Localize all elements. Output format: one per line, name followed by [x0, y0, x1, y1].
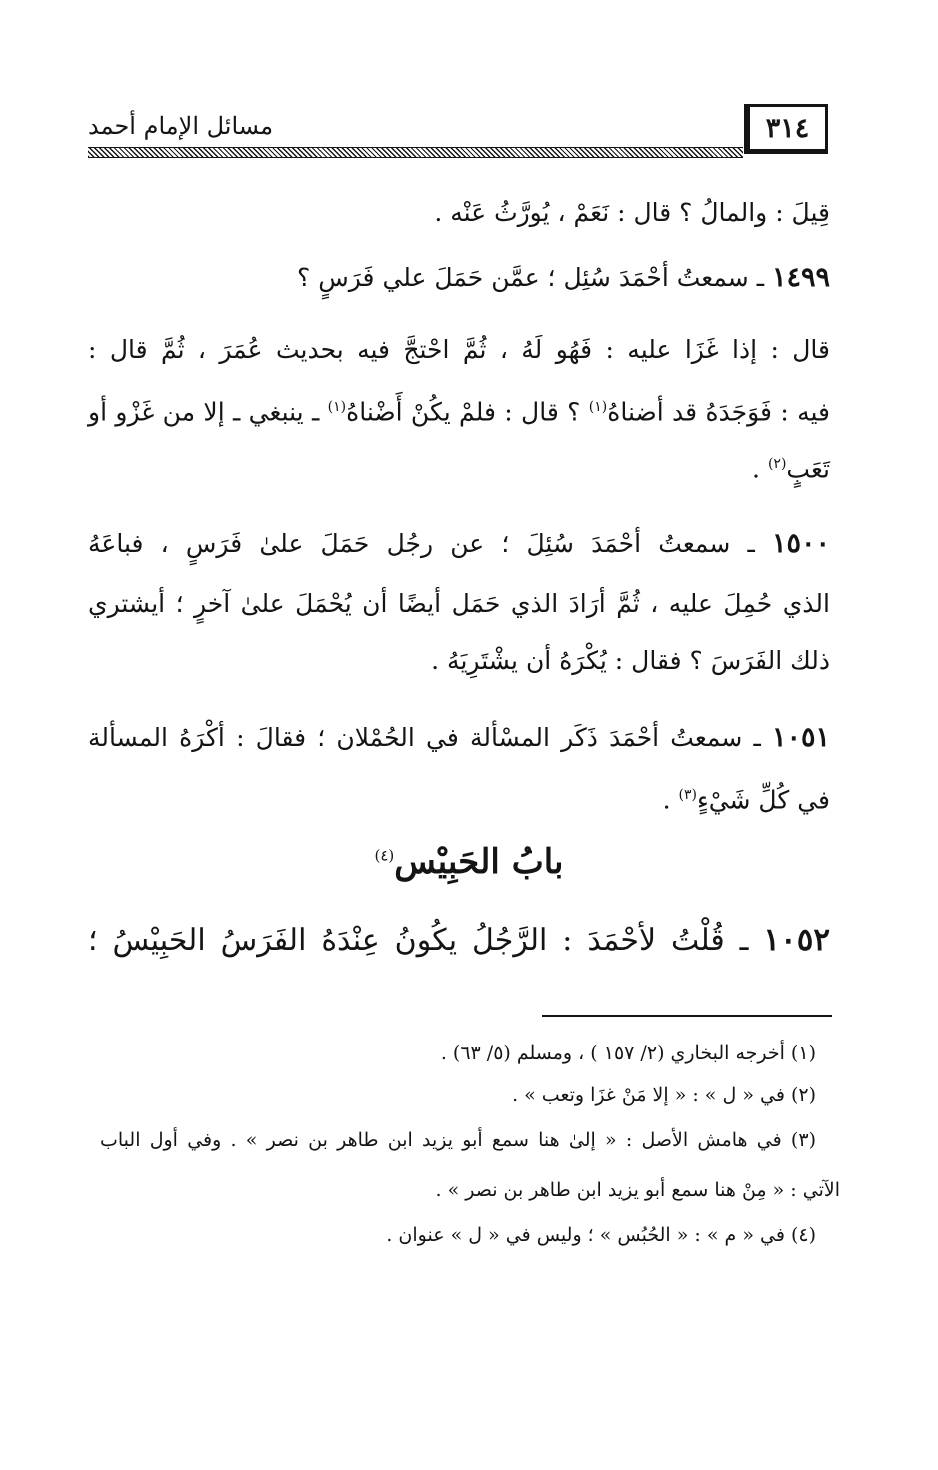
question-number: ١٠٥١	[771, 722, 830, 753]
line-text: في كُلِّ شَيْءٍ	[696, 785, 830, 815]
running-title: مسائل الإمام أحمد	[88, 112, 274, 140]
line-text: الذي حُمِلَ عليه ، ثُمَّ أرَادَ الذي حَمَل أيضًا أن يُحْمَلَ علىٰ آخرٍ ؛ أيشتري	[88, 589, 830, 618]
line-text: ذلك الفَرَسَ ؟ فقال : يُكْرَهُ أن يشْتَرِيَهُ .	[431, 646, 830, 675]
question-number: ١٠٥٢	[763, 922, 830, 958]
line-text: .	[752, 454, 760, 484]
footnote-3-line-1: (٣) في هامش الأصل : « إلىٰ هنا سمع أبو يزيد ابن طاهر بن نصر » . وفي أول الباب	[100, 1129, 816, 1151]
footnote-ref-2[interactable]: (٢)	[767, 456, 787, 472]
footnote-ref-4[interactable]: (٤)	[374, 846, 395, 865]
question-1051-line-2	[88, 775, 830, 820]
footnote-ref-1[interactable]: (١)	[588, 399, 608, 415]
footnote-4: (٤) في « م » : « الحُبُس » ؛ وليس في « ل » عنوان .	[386, 1224, 816, 1246]
chapter-heading	[0, 842, 938, 882]
question-1052-heading	[88, 920, 830, 961]
line-text: .	[662, 785, 671, 815]
line-text: تَعَبٍ	[786, 454, 830, 484]
footnote-3-line-2: الآتي : « مِنْ هنا سمع أبو يزيد ابن طاهر بن نصر » .	[435, 1179, 840, 1201]
text-line-1	[88, 193, 830, 233]
question-text: ـ سمعتُ أحْمَدَ ذَكَر المسْألة في الحُمْلان ؛ فقالَ : أكْرَهُ المسألة	[88, 723, 761, 752]
question-1499-heading	[88, 258, 830, 298]
footnote-separator	[542, 1015, 832, 1017]
question-1051-heading	[88, 718, 830, 758]
line-text: قال : إذا غَزَا عليه : فَهُو لَهُ ، ثُمَّ احْتجَّ فيه بحديث عُمَرَ ، ثُمَّ قال :	[88, 335, 830, 364]
question-text: ـ سمعتُ أحْمَدَ سُئِل ؛ عمَّن حَمَلَ علي فَرَسٍ ؟	[297, 263, 765, 292]
footnote-1: (١) أخرجه البخاري (٢/ ١٥٧ ) ، ومسلم (٥/ ٦٣) .	[440, 1042, 816, 1064]
question-1500-heading	[88, 524, 830, 564]
footnote-ref-3[interactable]: (٣)	[678, 787, 697, 803]
question-text: ـ قُلْتُ لأحْمَدَ : الرَّجُلُ يكُونُ عِنْدَهُ الفَرَسُ الحَبِيْسُ ؛	[88, 923, 749, 958]
footnote-2: (٢) في « ل » : « إلا مَنْ غزَا وتعب » .	[512, 1084, 816, 1106]
chapter-title: بابُ الحَبِيْس	[394, 842, 564, 882]
footnote-ref-1[interactable]: (١)	[327, 399, 347, 415]
line-text: ؟ قال : فلمْ يكُنْ أَضْناهُ	[346, 397, 581, 427]
header-ornament-rule	[88, 147, 743, 158]
line-text: ـ ينبغي ـ إلا من غَزْو أو	[88, 397, 320, 427]
line-text: قِيلَ : والمالُ ؟ قال : نَعَمْ ، يُورَّثُ عَنْه .	[434, 198, 830, 227]
question-1499-line-4	[88, 444, 830, 489]
question-1500-line-2	[88, 584, 830, 624]
question-number: ١٥٠٠	[772, 528, 831, 559]
question-text: ـ سمعتُ أحْمَدَ سُئِلَ ؛ عن رجُل حَمَلَ علىٰ فَرَسٍ ، فباعَهُ	[88, 529, 755, 558]
line-text: فيه : فَوَجَدَهُ قد أضناهُ	[607, 397, 831, 427]
question-1500-line-3	[88, 641, 830, 681]
question-1499-line-3	[88, 387, 830, 432]
question-1499-line-2	[88, 330, 830, 370]
page-number-box	[744, 104, 828, 154]
question-number: ١٤٩٩	[771, 262, 830, 293]
page-number: ٣١٤	[765, 112, 810, 144]
